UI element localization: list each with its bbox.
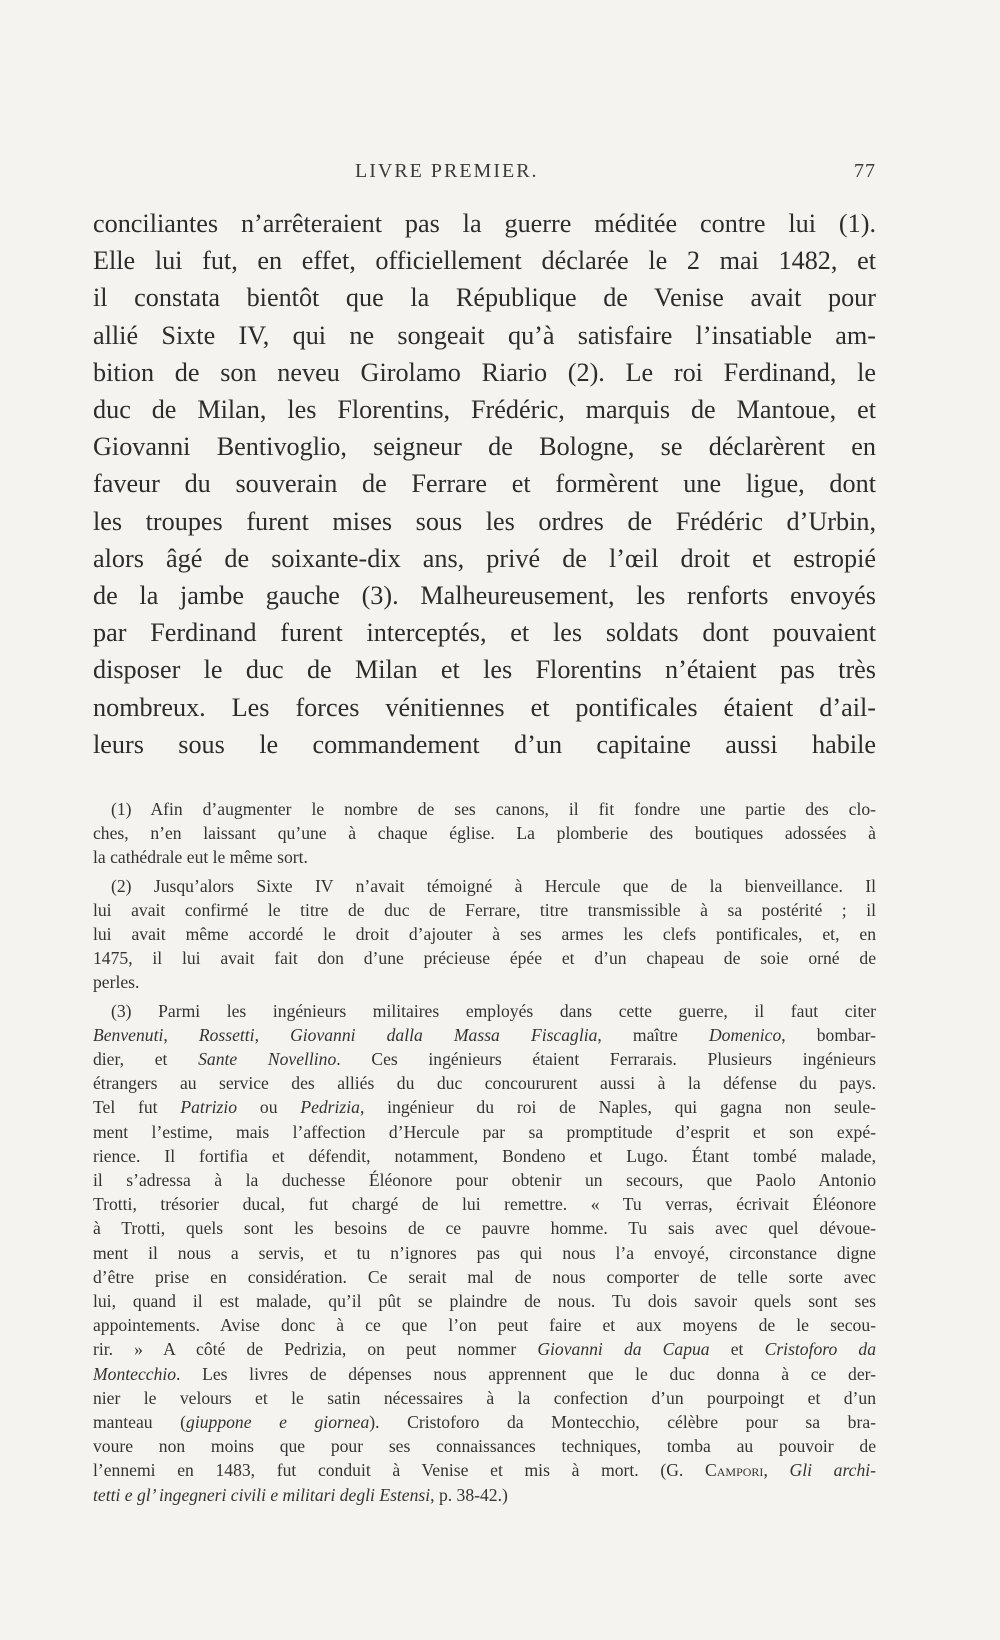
person-name: Rossetti (198, 1024, 255, 1045)
footnote-line (93, 1095, 876, 1119)
text-run: . Ces ingénieurs étaient Ferrarais. Plusieurs ingénieurs (336, 1049, 876, 1070)
footnotes (93, 797, 876, 1511)
footnote-line: appointements. Avise donc à ce que l’on peut faire et aux moyens de le secou- (93, 1315, 876, 1336)
text-run: Tel fut (93, 1097, 181, 1118)
footnote-1 (93, 797, 876, 870)
footnote-3 (93, 999, 876, 1507)
text-run: , (763, 1460, 790, 1481)
footnote-line (93, 1362, 876, 1386)
person-name: Domenico (708, 1024, 782, 1045)
person-name: Pedrizia (300, 1097, 360, 1118)
text-run: l’ennemi en 1483, fut conduit à Venise et mis à mort. (G. (93, 1460, 706, 1481)
footnote-line: lui avait confirmé le titre de duc de Ferrare, titre transmissible à sa postérité ; il (93, 899, 876, 920)
footnote-line: lui, quand il est malade, qu’il pût se plaindre de nous. Tu dois savoir quels sont ses (93, 1291, 876, 1312)
body-line: duc de Milan, les Florentins, Frédéric, marquis de Mantoue, et (93, 395, 876, 425)
body-line: alors âgé de soixante-dix ans, privé de l’œil droit et estropié (93, 543, 876, 573)
footnote-line (93, 1023, 876, 1047)
footnote-2 (93, 874, 876, 995)
person-name: Giovanni da Capua (537, 1339, 710, 1360)
body-line: Elle lui fut, en effet, officiellement déclarée le 2 mai 1482, et (93, 246, 876, 276)
text-run: , bombar- (781, 1024, 877, 1045)
footnote-line: ment il nous a servis, et tu n’ignores pas qui nous l’a envoyé, circonstance digne (93, 1242, 876, 1263)
person-name: Patrizio (180, 1097, 238, 1118)
text-run: et (709, 1339, 765, 1360)
footnote-line (93, 1047, 876, 1071)
footnote-line (93, 1483, 876, 1507)
footnote-line (93, 1458, 876, 1482)
footnote-line: il s’adressa à la duchesse Éléonore pour obtenir un secours, que Paolo Antonio (93, 1170, 876, 1191)
body-line: nombreux. Les forces vénitiennes et pontificales étaient d’ail- (93, 692, 876, 722)
body-line: disposer le duc de Milan et les Florentins n’étaient pas très (93, 655, 876, 685)
footnote-line: lui avait même accordé le droit d’ajouter à ses armes les clefs pontificales, et, en (93, 924, 876, 945)
footnote-line: étrangers au service des alliés du duc concoururent aussi à la défense du pays. (93, 1073, 876, 1094)
footnote-line: nier le velours et le satin nécessaires à la confection d’un pourpoingt et d’un (93, 1387, 876, 1408)
body-line: faveur du souverain de Ferrare et formèrent une ligue, dont (93, 469, 876, 499)
running-title: LIVRE PREMIER. (355, 160, 539, 182)
text-run: , (254, 1024, 291, 1045)
text-run: . Les livres de dépenses nous apprennent que le duc donna à ce der- (176, 1363, 876, 1384)
body-line: conciliantes n’arrêteraient pas la guerre méditée contre lui (1). (93, 209, 876, 238)
person-name: Sante Novellino (198, 1049, 337, 1070)
footnote-line: (3) Parmi les ingénieurs militaires employés dans cette guerre, il faut citer (111, 1000, 876, 1021)
footnote-line: d’être prise en considération. Ce serait mal de nous comporter de telle sorte avec (93, 1266, 876, 1287)
body-line: il constata bientôt que la République de Venise avait pour (93, 283, 876, 313)
footnote-line: (1) Afin d’augmenter le nombre de ses canons, il fit fondre une partie des clo- (111, 799, 876, 819)
footnote-line: rience. Il fortifia et défendit, notamment, Bondeno et Lugo. Étant tombé malade, (93, 1145, 876, 1166)
text-run: manteau ( (93, 1412, 187, 1433)
text-run: , ingénieur du roi de Naples, qui gagna non seule- (359, 1097, 877, 1118)
person-name: Montecchio (93, 1363, 177, 1384)
footnote-line: voure non moins que pour ses connaissances techniques, tomba au pouvoir de (93, 1436, 876, 1457)
text-run: , (163, 1024, 199, 1045)
person-name: Cristoforo da (764, 1339, 877, 1360)
book-title: Gli archi- (789, 1460, 877, 1481)
person-name: Giovanni dalla Massa Fiscaglia (290, 1024, 598, 1045)
body-line: de la jambe gauche (3). Malheureusement, les renforts envoyés (93, 581, 876, 611)
footnote-line: perles. (93, 972, 140, 993)
italic-term: giuppone e giornea (186, 1412, 370, 1433)
text-run: ). Cristoforo da Montecchio, célèbre pour sa bra- (369, 1412, 876, 1433)
body-line: les troupes furent mises sous les ordres de Frédéric d’Urbin, (93, 506, 876, 536)
footnote-line: (2) Jusqu’alors Sixte IV n’avait témoigné à Hercule que de la bienveillance. Il (111, 875, 876, 896)
footnote-line: Trotti, trésorier ducal, fut chargé de lui remettre. « Tu verras, écrivait Éléonore (93, 1194, 876, 1215)
page-number: 77 (854, 160, 876, 182)
footnote-line: à Trotti, quels sont les besoins de ce pauvre homme. Tu sais avec quel dévoue- (93, 1218, 876, 1239)
footnote-line: ches, n’en laissant qu’une à chaque église. La plomberie des boutiques adossées à (93, 823, 876, 844)
body-line: par Ferdinand furent interceptés, et les soldats dont pouvaient (93, 618, 876, 648)
main-text (93, 205, 876, 763)
text-run: dier, et (93, 1049, 199, 1070)
body-line: leurs sous le commandement d’un capitaine aussi habile (93, 729, 876, 759)
text-run: ou (237, 1097, 301, 1118)
book-title: tetti e gl’ ingegneri civili e militari degli Estensi (93, 1484, 431, 1505)
body-line: allié Sixte IV, qui ne songeait qu’à satisfaire l’insatiable am- (93, 320, 876, 350)
body-line: Giovanni Bentivoglio, seigneur de Bologne, se déclarèrent en (93, 432, 876, 462)
body-line: bition de son neveu Girolamo Riario (2). Le roi Ferdinand, le (93, 357, 876, 387)
footnote-line (93, 1337, 876, 1361)
person-name: Benvenuti (93, 1024, 164, 1045)
footnote-line (93, 1410, 876, 1434)
text-run: rir. » A côté de Pedrizia, on peut nommer (93, 1339, 538, 1360)
text-run: , maître (597, 1024, 709, 1045)
text-run: , p. 38-42.) (430, 1484, 508, 1505)
footnote-line: la cathédrale eut le même sort. (93, 847, 308, 868)
footnote-line: ment l’estime, mais l’affection d’Hercule par sa promptitude d’esprit et son expé- (93, 1121, 876, 1142)
footnote-line: 1475, il lui avait fait don d’une précieuse épée et d’un chapeau de soie orné de (93, 948, 876, 969)
author-name: Campori (705, 1460, 764, 1481)
